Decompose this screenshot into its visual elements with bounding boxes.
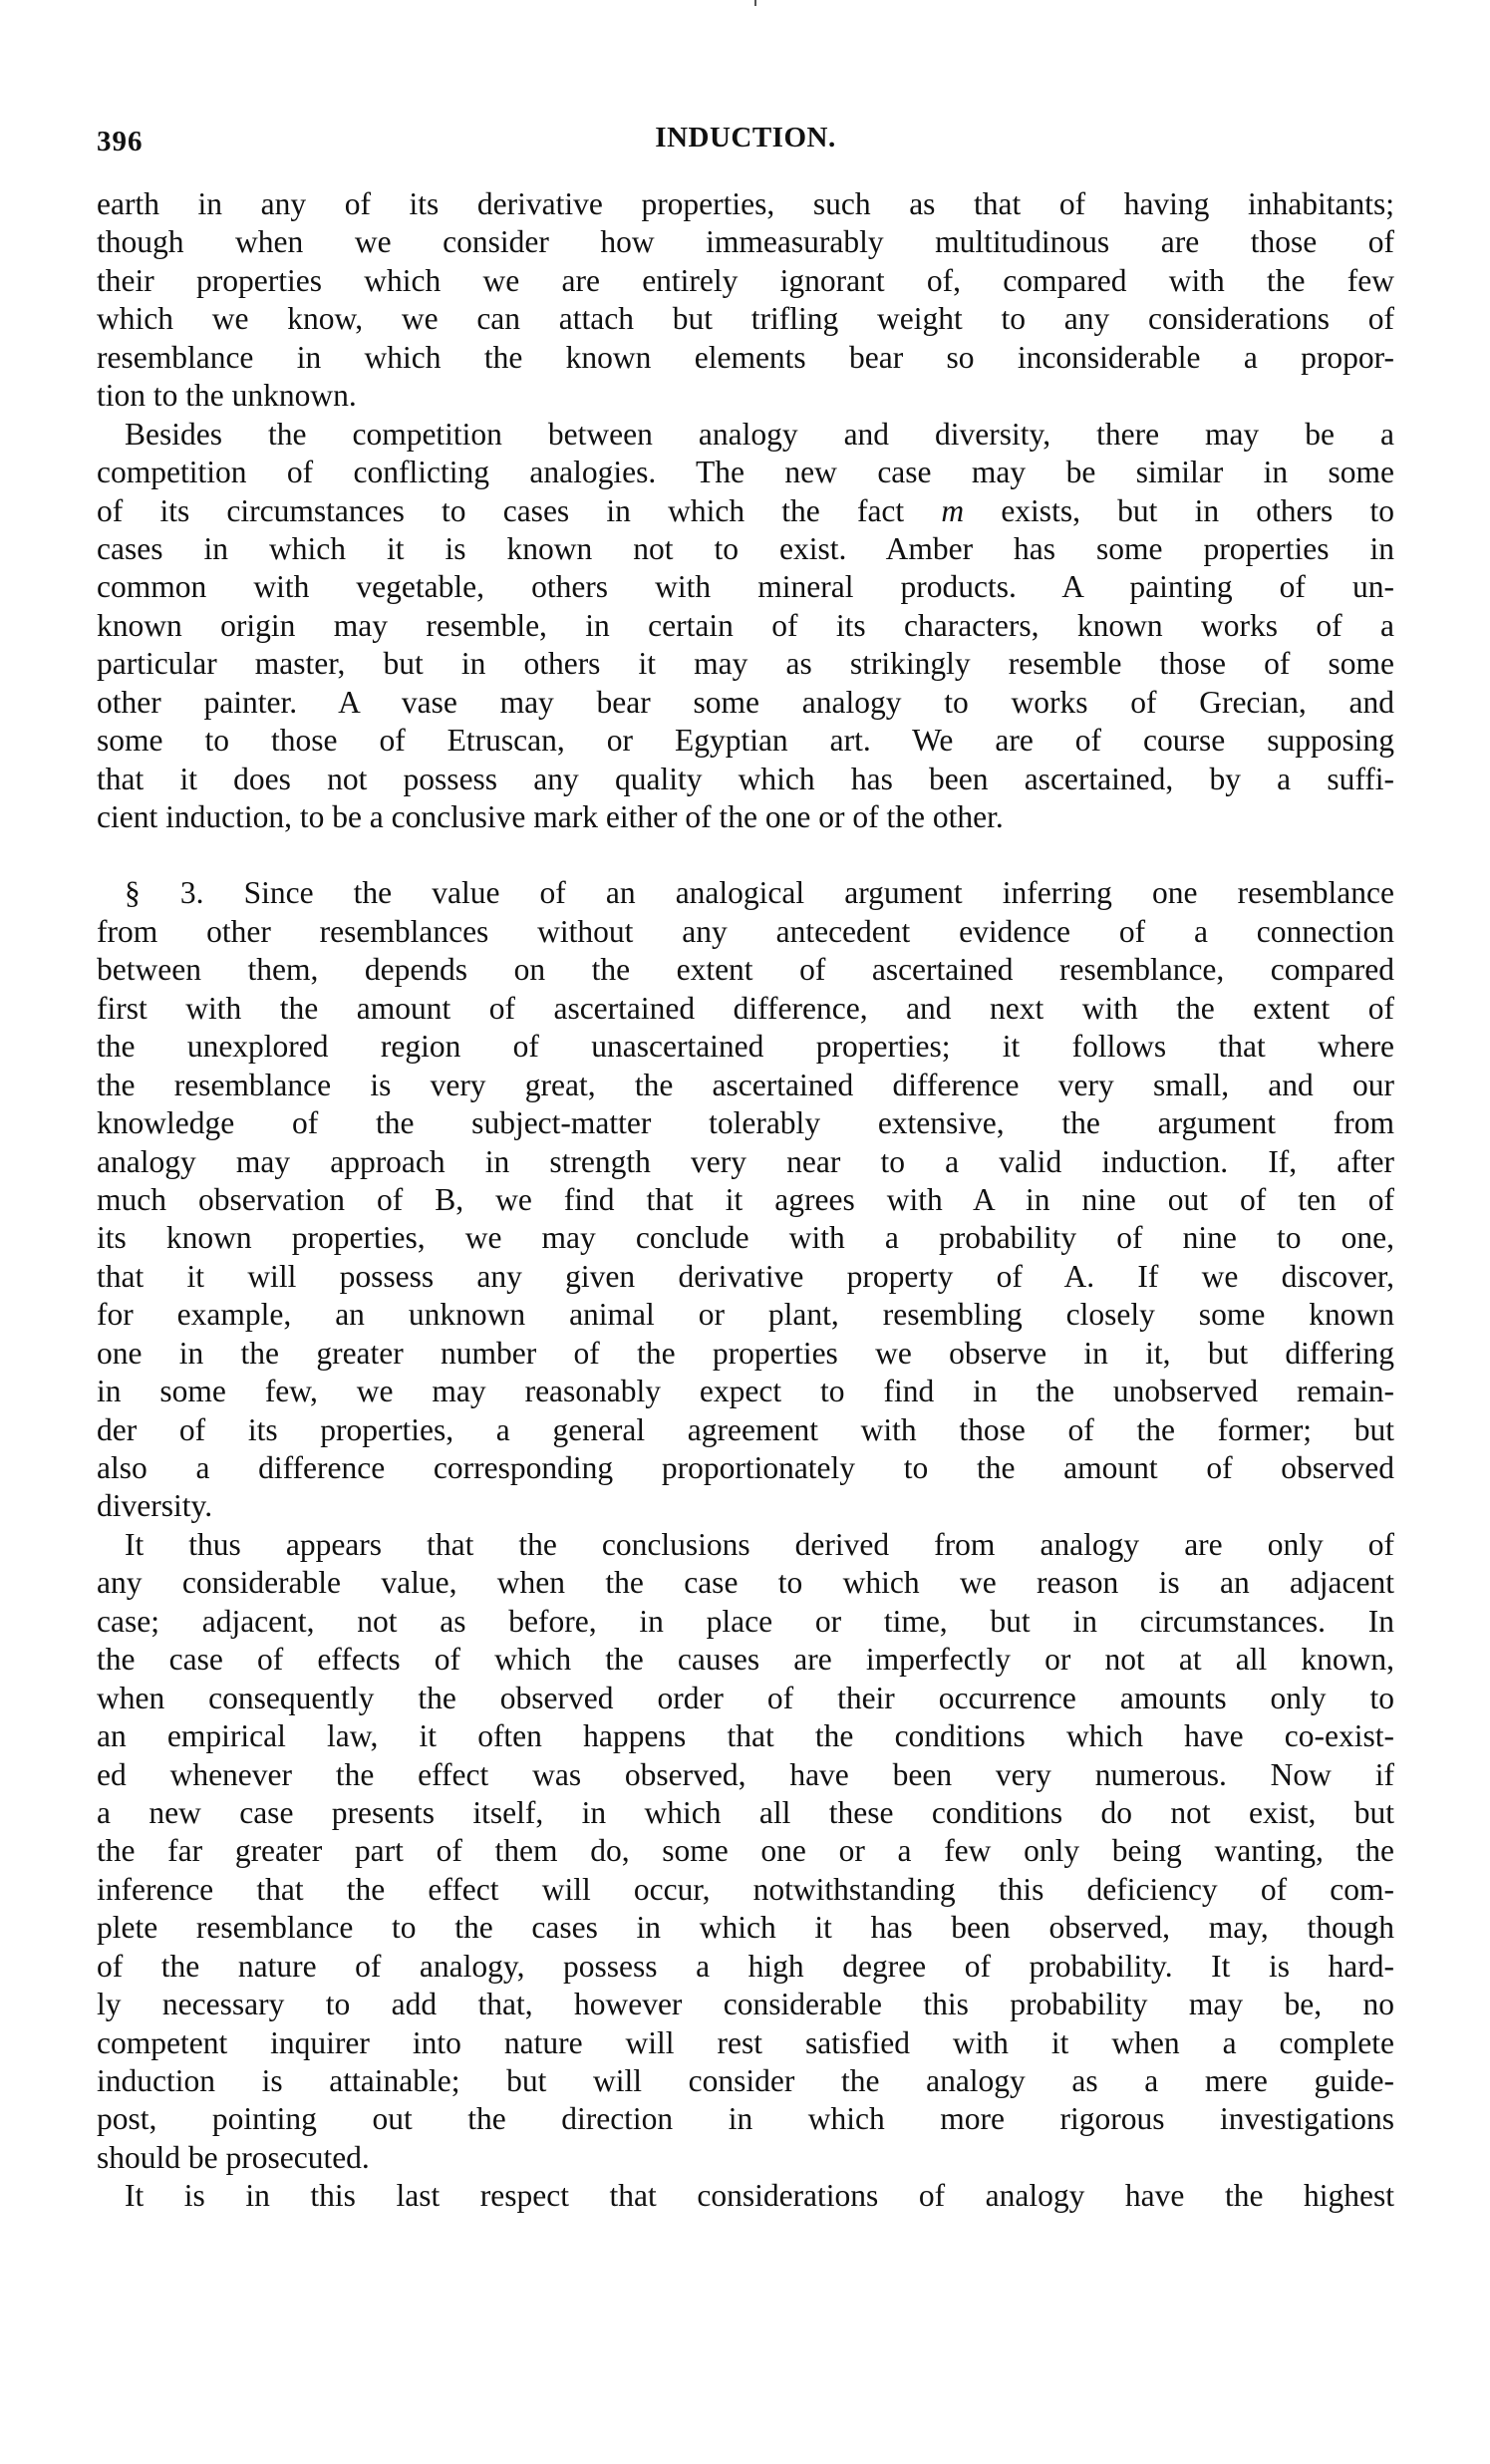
text-line: that it does not possess any quality which has been ascertained, by a suffi- — [97, 761, 1394, 796]
text-line: a new case presents itself, in which all these conditions do not exist, but — [97, 1794, 1394, 1830]
paragraph-p3 — [97, 874, 1394, 1525]
paragraph-p5 — [97, 2177, 1394, 2215]
book-page — [97, 108, 1394, 2216]
text-line: § 3. Since the value of an analogical argument inferring one resemblance — [125, 875, 1394, 911]
paragraph-p4 — [97, 1526, 1394, 2177]
text-line: the far greater part of them do, some one or a few only being wanting, the — [97, 1833, 1394, 1869]
text-line: for example, an unknown animal or plant, resembling closely some known — [97, 1297, 1394, 1333]
text-line: when consequently the observed order of their occurrence amounts only to — [97, 1680, 1394, 1715]
text-line: though when we consider how immeasurably multitudinous are those of — [97, 224, 1394, 260]
text-line: analogy may approach in strength very near to a valid induction. If, after — [97, 1143, 1394, 1179]
text-line: It thus appears that the conclusions derived from analogy are only of — [125, 1526, 1394, 1562]
text-line: from other resemblances without any antecedent evidence of a connection — [97, 913, 1394, 949]
text-line: in some few, we may reasonably expect to find in the unobserved remain- — [97, 1374, 1394, 1409]
text-line: that it will possess any given derivative property of A. If we discover, — [97, 1258, 1394, 1294]
page-header — [97, 108, 1394, 171]
running-title: INDUCTION. — [655, 122, 836, 154]
text-line: an empirical law, it often happens that the conditions which have co-exist- — [97, 1718, 1394, 1754]
text-line: particular master, but in others it may as strikingly resemble those of some — [97, 646, 1394, 682]
text-line: which we know, we can attach but trifling weight to any considerations of — [97, 301, 1394, 337]
text-line: ly necessary to add that, however considerable this probability may be, no — [97, 1987, 1394, 2022]
text-line: cases in which it is known not to exist. Amber has some properties in — [97, 530, 1394, 566]
text-line: cient induction, to be a conclusive mark either of the one or of the other. — [97, 799, 1004, 834]
text-line: knowledge of the subject-matter tolerably extensive, the argument from — [97, 1105, 1394, 1141]
page-number: 396 — [97, 126, 144, 157]
text-line: first with the amount of ascertained difference, and next with the extent of — [97, 990, 1394, 1026]
text-line: other painter. A vase may bear some analogy to works of Grecian, and — [97, 684, 1394, 720]
text-line: earth in any of its derivative properties, such as that of having inhabitants; — [97, 186, 1394, 221]
paragraph-p2 — [97, 416, 1394, 837]
page-body — [97, 185, 1394, 2216]
text-line: common with vegetable, others with mineral products. A painting of un- — [97, 569, 1394, 605]
text-line: the resemblance is very great, the ascertained difference very small, and our — [97, 1067, 1394, 1102]
text-line: the case of effects of which the causes are imperfectly or not at all known, — [97, 1642, 1394, 1678]
section-gap — [97, 836, 1394, 874]
text-line: It is in this last respect that considerations of analogy have the highest — [125, 2178, 1394, 2214]
paragraph-p1 — [97, 185, 1394, 416]
text-line: competent inquirer into nature will rest satisfied with it when a complete — [97, 2024, 1394, 2060]
text-line: diversity. — [97, 1488, 213, 1524]
scan-artifact-mark — [754, 0, 756, 6]
text-line: plete resemblance to the cases in which it has been observed, may, though — [97, 1910, 1394, 1946]
text-line: should be prosecuted. — [97, 2139, 370, 2175]
text-line: der of its properties, a general agreement with those of the former; but — [97, 1411, 1394, 1447]
text-line: of its circumstances to cases in which the fact m exists, but in others to — [97, 492, 1394, 528]
text-line: much observation of B, we find that it agrees with A in nine out of ten of — [97, 1181, 1394, 1217]
text-line: Besides the competition between analogy and diversity, there may be a — [125, 416, 1394, 452]
text-line: between them, depends on the extent of ascertained resemblance, compared — [97, 952, 1394, 988]
text-line: case; adjacent, not as before, in place or time, but in circumstances. In — [97, 1603, 1394, 1639]
text-line: the unexplored region of unascertained properties; it follows that where — [97, 1029, 1394, 1065]
text-line: their properties which we are entirely ignorant of, compared with the few — [97, 262, 1394, 298]
italic-variable: m — [941, 492, 965, 528]
text-line: induction is attainable; but will consider the analogy as a mere guide- — [97, 2063, 1394, 2098]
text-line: post, pointing out the direction in which more rigorous investigations — [97, 2101, 1394, 2137]
text-line: any considerable value, when the case to which we reason is an adjacent — [97, 1565, 1394, 1601]
text-line: tion to the unknown. — [97, 378, 357, 414]
text-line: one in the greater number of the properties we observe in it, but differing — [97, 1335, 1394, 1371]
text-line: of the nature of analogy, possess a high degree of probability. It is hard- — [97, 1948, 1394, 1984]
text-line: some to those of Etruscan, or Egyptian art. We are of course supposing — [97, 723, 1394, 759]
text-line: its known properties, we may conclude with a probability of nine to one, — [97, 1220, 1394, 1256]
text-line: ed whenever the effect was observed, have been very numerous. Now if — [97, 1756, 1394, 1792]
text-line: resemblance in which the known elements bear so inconsiderable a propor- — [97, 339, 1394, 375]
text-line: known origin may resemble, in certain of its characters, known works of a — [97, 607, 1394, 643]
text-line: also a difference corresponding proportionately to the amount of observed — [97, 1450, 1394, 1485]
text-line: competition of conflicting analogies. The new case may be similar in some — [97, 455, 1394, 490]
text-line: inference that the effect will occur, notwithstanding this deficiency of com- — [97, 1871, 1394, 1907]
